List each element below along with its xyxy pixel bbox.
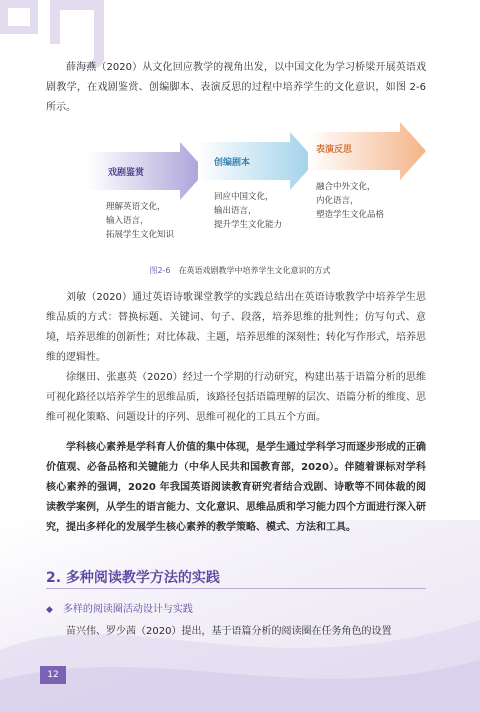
page-number: 12 [40, 666, 66, 684]
culture-teaching-diagram [0, 118, 480, 258]
step-2-label: 创编剧本 [214, 158, 251, 168]
step-3-description: 融合中外文化， 内化语言， 塑造学生文化品格 [316, 182, 385, 220]
figure-caption [0, 265, 480, 276]
xu-paragraph: 徐继田、张惠英（2020）经过一个学期的行动研究，构建出基于语篇分析的思维可视化路径以培养学生的思维品质，该路径包括语篇理解的层次、语篇分析的维度、思维可视化策略、问题设计的序列、思维可视化的工具五个方面。 [46, 372, 426, 423]
step-1-description: 理解英语文化， 输入语言， 拓展学生文化知识 [106, 202, 175, 240]
section-divider [46, 588, 426, 589]
subsection-title-text: 多样的阅读圈活动设计与实践 [62, 604, 193, 615]
last-paragraph: 苗兴伟、罗少茜（2020）提出，基于语篇分析的阅读圈在任务角色的设置 [66, 626, 392, 637]
arrow-step-1 [88, 142, 206, 200]
step-1-label: 戏剧鉴赏 [108, 168, 145, 178]
subsection-title [46, 600, 193, 615]
figure-number: 图2-6 [149, 266, 171, 275]
figure-caption-text: 在英语戏剧教学中培养学生文化意识的方式 [178, 266, 331, 275]
core-literacy-paragraph: 学科核心素养是学科育人价值的集中体现，是学生通过学科学习而逐步形成的正确价值观、必备品格和关键能力（中华人民共和国教育部，2020）。伴随着课标对学科核心素养的强调，2020 年我国英语阅读教育研究者结合戏剧、诗歌等不同体裁的阅读教学案例，从学生的语言能力、文化意识、思维品质和学习能力四个方面进行深入研究，提出多样化的发展学生核心素养的教学策略、模式、方法和工具。 [46, 442, 426, 533]
diamond-bullet-icon: ◆ [46, 605, 53, 615]
section-title: 2. 多种阅读教学方法的实践 [46, 570, 220, 586]
liumin-paragraph: 刘敏（2020）通过英语诗歌课堂教学的实践总结出在英语诗歌教学中培养学生思维品质的方式：替换标题、关键词、句子、段落，培养思维的批判性；仿写句式、意境，培养思维的创新性；对比体裁、主题，培养思维的深刻性；转化写作形式，培养思维的逻辑性。 [46, 292, 426, 363]
step-3-label: 表演反思 [316, 145, 353, 155]
intro-paragraph: 薛海燕（2020）从文化回应教学的视角出发，以中国文化为学习桥梁开展英语戏剧教学，在戏剧鉴赏、创编脚本、表演反思的过程中培养学生的文化意识，如图 2-6 所示。 [46, 62, 426, 113]
step-2-description: 回应中国文化， 输出语言， 提升学生文化能力 [214, 192, 283, 230]
